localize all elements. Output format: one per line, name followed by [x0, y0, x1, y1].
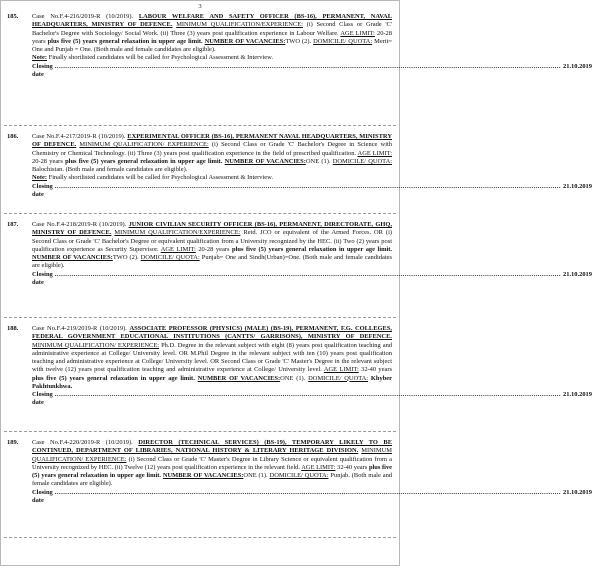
item-body	[32, 439, 392, 489]
dot-leader: ................................................................................................................................................................................................................................................	[54, 62, 561, 70]
age-limit-label: AGE LIMIT:	[301, 463, 336, 471]
item-number: 188.	[7, 325, 19, 332]
domicile-label: DOMICILE/ QUOTA:	[332, 157, 393, 165]
closing-date-label: Closing date	[32, 488, 53, 504]
qualification-label: MINIMUM QUALIFICATION/ EXPERIENCE:	[32, 447, 393, 463]
age-relaxation: plus five (5) years general relaxation in upper age limit.	[32, 374, 195, 382]
case-number: Case No.F.4-218/2019-R (10/2019).	[32, 221, 127, 228]
closing-date-label: Closing date	[32, 182, 53, 198]
qualification-text: (i) Second Class or Grade 'C' Master's Degree in Library Science or equivalent qualification from a University recognized by HEC. (ii) Twelve (12) years post qualification experience in the relevant field.	[32, 455, 393, 471]
closing-date-value: 21.10.2019	[563, 62, 592, 70]
divider	[4, 125, 396, 126]
closing-date-value: 21.10.2019	[563, 270, 592, 278]
closing-date-row	[32, 488, 592, 506]
age-limit-value: 20-28 years	[32, 157, 63, 165]
closing-date-value: 21.10.2019	[563, 391, 592, 398]
age-relaxation: plus five (5) years general relaxation in upper age limit.	[65, 157, 223, 165]
dot-leader: ................................................................................................................................................................................................................................................	[54, 270, 561, 278]
item-number: 187.	[7, 221, 19, 228]
closing-date-value: 21.10.2019	[563, 182, 592, 190]
divider	[4, 431, 396, 432]
vacancies-label: NUMBER OF VACANCIES:	[32, 254, 113, 261]
advertisement-item	[7, 221, 592, 287]
note-text: Finally shortlisted candidates will be called for Psychological Assessment & Interview.	[48, 54, 273, 62]
vacancies-label: NUMBER OF VACANCIES:	[204, 37, 286, 45]
age-relaxation: plus five (5) years general relaxation in upper age limit.	[47, 37, 203, 45]
age-relaxation: plus five (5) years general relaxation in upper age limit.	[232, 245, 393, 253]
age-limit-value: 32-40 years	[361, 366, 393, 374]
qualification-text: (i) Second Class or Grade 'C' Bachelor's Degree with Sociology/ Social Work. (ii) Three (3) years post qualification experience in Labour Welfare.	[32, 21, 393, 37]
closing-date-row	[32, 62, 592, 80]
item-body	[32, 133, 392, 183]
qualification-label: MINIMUM QUALIFICATION/EXPERIENCE:	[114, 229, 241, 237]
case-number: Case No.F.4-220/2019-R (10/2019).	[32, 439, 133, 446]
domicile-label: DOMICILE/ QUOTA:	[313, 37, 373, 45]
qualification-text: (i) Second Class or Grade 'C' Bachelor's Degree in Science with Chemistry or Chemical Technology. (ii) Three (3) years post qualification experience in the field of prescribed qualification.	[32, 141, 393, 157]
age-limit-value: 20-28 years	[32, 29, 392, 45]
closing-date-value: 21.10.2019	[563, 488, 592, 496]
domicile-value: Balochistan. (Both male and female candidates are eligible).	[32, 166, 188, 173]
age-limit-label: AGE LIMIT:	[340, 29, 375, 37]
advertisement-item	[7, 439, 592, 505]
closing-date-row	[32, 182, 592, 200]
age-limit-label: AGE LIMIT:	[160, 245, 196, 253]
item-body	[32, 325, 392, 391]
age-relaxation: plus five (5) years general relaxation in upper age limit.	[32, 463, 393, 479]
qualification-text: Retd. JCO or equivalent of the Armed Forces. OR (i) Second Class or Grade 'C' Bachelor's Degree or equivalent qualification from a University recognized by the HEC. (ii) Two (2) years post qualification experience as Security Supervisor.	[32, 229, 393, 253]
note-label: Note:	[32, 174, 48, 182]
note-text: Finally shortlisted candidates will be called for Psychological Assessment & Interview.	[48, 174, 273, 182]
vacancies-value: ONE (1).	[243, 472, 268, 479]
dot-leader: ................................................................................................................................................................................................................................................	[54, 391, 561, 398]
closing-date-label: Closing date	[32, 270, 53, 286]
item-body	[32, 13, 392, 63]
vacancies-value: TWO (2).	[285, 37, 312, 45]
vacancies-value: ONE (1).	[305, 157, 331, 165]
advertisement-item	[7, 13, 592, 79]
post-title: EXPERIMENTAL OFFICER (BS-16), PERMANENT NAVAL HEADQUARTERS, MINISTRY OF DEFENCE.	[32, 133, 392, 149]
closing-date-label: Closing date	[32, 391, 53, 407]
domicile-label: DOMICILE/ QUOTA:	[308, 374, 369, 382]
dot-leader: ................................................................................................................................................................................................................................................	[54, 488, 561, 496]
vacancies-label: NUMBER OF VACANCIES:	[162, 472, 244, 479]
post-title: JUNIOR CIVILIAN SECURITY OFFICER (BS-16), PERMANENT, DIRECTORATE, GHQ, MINISTRY OF DEFENCE.	[32, 221, 392, 237]
post-title: ASSOCIATE PROFESSOR (PHYSICS) (MALE) (BS-19), PERMANENT, F.G. COLLEGES, FEDERAL GOVERNMENT EDUCATIONAL INSTITUTIONS (CANTTS/ GARRISONS), MINISTRY OF DEFENCE.	[32, 325, 393, 341]
divider	[4, 213, 396, 214]
domicile-value: Punjab. (Both male and female candidates are eligible).	[32, 472, 393, 488]
post-title: DIRECTOR (TECHNICAL SERVICES) (BS-19), TEMPORARY LIKELY TO BE CONTINUED, DEPARTMENT OF LIBRARIES, NATIONAL HISTORY & LITERARY HERITAGE DIVISION.	[32, 439, 392, 455]
divider	[4, 317, 396, 318]
item-number: 189.	[7, 439, 19, 446]
item-number: 186.	[7, 133, 19, 140]
advertisement-item	[7, 133, 592, 199]
dot-leader: ................................................................................................................................................................................................................................................	[54, 182, 561, 190]
domicile-value: Merit= One and Punjab = One. (Both male and female candidates are eligible).	[32, 37, 393, 53]
case-number: Case No.F.4-216/2019-R (10/2019).	[32, 13, 134, 20]
age-limit-label: AGE LIMIT:	[357, 149, 392, 157]
vacancies-value: ONE (1).	[280, 374, 306, 382]
qualification-label: MINIMUM QUALIFICATION/ EXPERIENCE:	[32, 341, 160, 349]
qualification-label: MINIMUM QUALIFICATION/ EXPERIENCE:	[79, 141, 209, 149]
domicile-label: DOMICILE/ QUOTA:	[140, 254, 200, 261]
divider	[4, 537, 396, 538]
domicile-value: Punjab= One and Sindh(Urban)=One. (Both male and female candidates are eligible).	[32, 254, 393, 270]
vacancies-label: NUMBER OF VACANCIES:	[224, 157, 306, 165]
case-number: Case No.F.4-217/2019-R (10/2019).	[32, 133, 126, 140]
age-limit-value: 32-40 years	[337, 463, 368, 471]
closing-date-label: Closing date	[32, 62, 53, 78]
case-number: Case No.F.4-219/2019-R (10/2019).	[32, 325, 127, 332]
closing-date-row	[32, 391, 592, 408]
advertisement-item	[7, 325, 592, 408]
closing-date-row	[32, 270, 592, 288]
domicile-label: DOMICILE/ QUOTA:	[269, 472, 329, 479]
note-label: Note:	[32, 54, 48, 62]
qualification-text: Ph.D. Degree in the relevant subject with eight (8) years post qualification teaching and administrative experience at College/ University level. OR M.Phil Degree in the relevant subject with ten (10) years post qualification teaching and administrative experience at College/ University level. OR Second Class or Grade 'C' Master's Degree in the relevant subject with twelve (12) years post qualification teaching and administrative experience at College/ University level.	[32, 341, 393, 374]
post-title: LABOUR WELFARE AND SAFETY OFFICER (BS-16), PERMANENT, NAVAL HEADQUARTERS, MINISTRY OF DEFENCE.	[32, 13, 392, 29]
age-limit-label: AGE LIMIT:	[323, 366, 359, 374]
item-body	[32, 221, 392, 271]
page-number: 3	[198, 3, 202, 10]
vacancies-value: TWO (2).	[112, 254, 139, 261]
qualification-label: MINIMUM QUALIFICATION/EXPERIENCE:	[176, 21, 303, 29]
domicile-value: Khyber Pakhtunkhwa.	[32, 374, 393, 390]
age-limit-value: 20-28 years	[198, 245, 230, 253]
item-number: 185.	[7, 13, 19, 20]
vacancies-label: NUMBER OF VACANCIES:	[197, 374, 281, 382]
